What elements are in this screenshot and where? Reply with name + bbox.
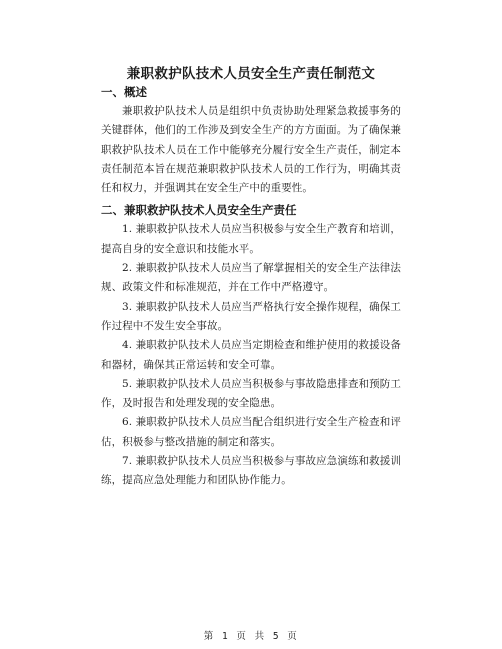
overview-paragraph: 兼职救护队技术人员是组织中负责协助处理紧急救援事务的关键群体，他们的工作涉及到安全生产的方方面面。为了确保兼职救护队技术人员在工作中能够充分履行安全生产责任，制定本责任制范本旨在规范兼职救护队技术人员的工作行为，明确其责任和权力，并强调其在安全生产中的重要性。 [101,105,401,195]
document-body [101,82,401,491]
responsibility-item-2: 2. 兼职救护队技术人员应当了解掌握相关的安全生产法律法规、政策文件和标准规范，并在工作中严格遵守。 [101,262,401,294]
responsibility-item-6: 6. 兼职救护队技术人员应当配合组织进行安全生产检查和评估，积极参与整改措施的制定和落实。 [101,416,401,448]
section-heading-responsibilities: 二、兼职救护队技术人员安全生产责任 [101,203,297,218]
responsibility-item-3: 3. 兼职救护队技术人员应当严格执行安全操作规程，确保工作过程中不发生安全事故。 [101,300,401,332]
responsibility-item-5: 5. 兼职救护队技术人员应当积极参与事故隐患排查和预防工作，及时报告和处理发现的安全隐患。 [101,377,401,410]
responsibility-item-1: 1. 兼职救护队技术人员应当积极参与安全生产教育和培训，提高自身的安全意识和技能水平。 [101,223,401,255]
page-number-footer: 第 1 页 共 5 页 [203,631,299,642]
document-title: 兼职救护队技术人员安全生产责任制范文 [126,66,376,82]
responsibility-item-7: 7. 兼职救护队技术人员应当积极参与事故应急演练和救援训练，提高应急处理能力和团队协作能力。 [101,455,401,487]
responsibility-item-4: 4. 兼职救护队技术人员应当定期检查和维护使用的救援设备和器材，确保其正常运转和安全可靠。 [101,339,401,371]
section-heading-overview: 一、概述 [101,85,147,99]
